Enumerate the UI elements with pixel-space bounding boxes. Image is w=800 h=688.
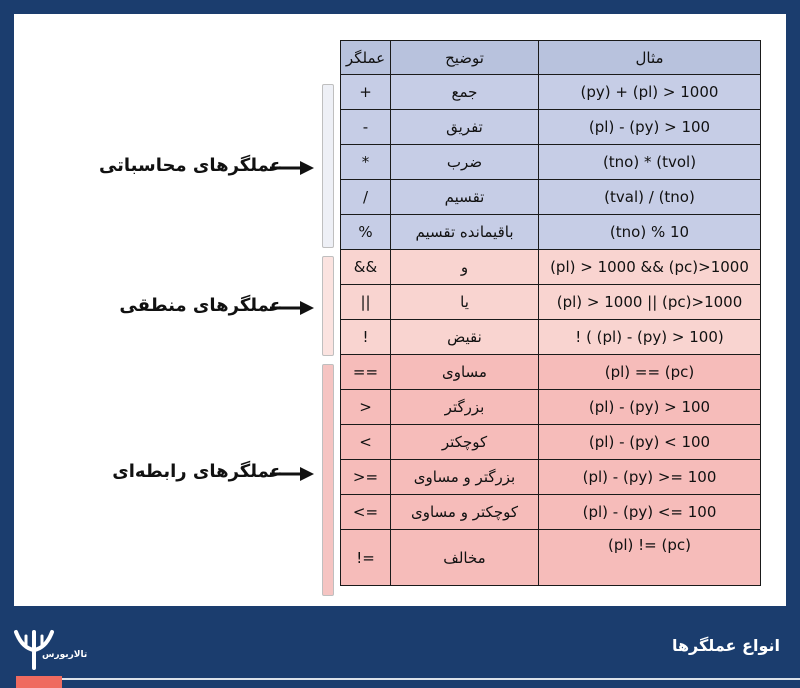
description-cell: ضرب	[391, 145, 539, 180]
description-cell: نقیض	[391, 320, 539, 355]
description-cell: جمع	[391, 75, 539, 110]
example-cell: (pl) > 1000 || (pc)>1000	[539, 285, 761, 320]
description-cell: یا	[391, 285, 539, 320]
table-header-row	[341, 41, 761, 75]
arrow-right-icon	[270, 301, 314, 315]
header-operator: عملگر	[341, 41, 391, 75]
table-row	[341, 390, 761, 425]
header-example: مثال	[539, 41, 761, 75]
arithmetic-group-bracket	[322, 84, 334, 248]
header-description: توضیح	[391, 41, 539, 75]
table-row	[341, 250, 761, 285]
description-cell: کوچکتر و مساوی	[391, 495, 539, 530]
operator-cell: <	[341, 425, 391, 460]
table-row	[341, 285, 761, 320]
arrow-right-icon	[270, 467, 314, 481]
operators-table	[340, 40, 761, 586]
relational-group-bracket	[322, 364, 334, 596]
example-cell: (py) + (pl) > 1000	[539, 75, 761, 110]
description-cell: مخالف	[391, 530, 539, 586]
table-row	[341, 145, 761, 180]
arrow-right-icon	[270, 161, 314, 175]
example-cell: (pl) - (py) < 100	[539, 425, 761, 460]
talarbourse-logo-icon	[12, 626, 102, 670]
table-row	[341, 355, 761, 390]
table-row	[341, 110, 761, 145]
logo-text: تالاربورس	[42, 650, 88, 660]
example-cell: (tno) * (tvol)	[539, 145, 761, 180]
operator-cell: ||	[341, 285, 391, 320]
page-title: انواع عملگرها	[671, 636, 780, 655]
description-cell: مساوی	[391, 355, 539, 390]
description-cell: و	[391, 250, 539, 285]
example-cell: (pl) - (py) > 100	[539, 390, 761, 425]
operator-cell: !=	[341, 530, 391, 586]
example-cell: (pl) - (py) <= 100	[539, 495, 761, 530]
description-cell: بزرگتر	[391, 390, 539, 425]
description-cell: تقسیم	[391, 180, 539, 215]
operator-cell: /	[341, 180, 391, 215]
accent-divider	[62, 678, 800, 680]
example-cell: (pl) > 1000 && (pc)>1000	[539, 250, 761, 285]
accent-block	[16, 676, 62, 688]
footer-bar	[0, 606, 800, 688]
table-row	[341, 180, 761, 215]
description-cell: باقیمانده تقسیم	[391, 215, 539, 250]
table-row	[341, 530, 761, 586]
group-label-arithmetic: عملگرهای محاسباتی	[98, 155, 282, 176]
example-cell: (pl) == (pc)	[539, 355, 761, 390]
table-row	[341, 320, 761, 355]
table-row	[341, 425, 761, 460]
operator-cell: ==	[341, 355, 391, 390]
operator-cell: %	[341, 215, 391, 250]
operator-cell: +	[341, 75, 391, 110]
example-cell: (tno) % 10	[539, 215, 761, 250]
logical-group-bracket	[322, 256, 334, 356]
example-cell: ! ( (pl) - (py) > 100)	[539, 320, 761, 355]
operator-cell: >	[341, 390, 391, 425]
table-row	[341, 215, 761, 250]
description-cell: تفریق	[391, 110, 539, 145]
operator-cell: &&	[341, 250, 391, 285]
example-cell: (pl) - (py) >= 100	[539, 460, 761, 495]
example-cell: (pl) != (pc)	[539, 530, 761, 586]
operator-cell: >=	[341, 460, 391, 495]
description-cell: کوچکتر	[391, 425, 539, 460]
operator-cell: -	[341, 110, 391, 145]
operator-cell: !	[341, 320, 391, 355]
description-cell: بزرگتر و مساوی	[391, 460, 539, 495]
table-row	[341, 75, 761, 110]
table-row	[341, 495, 761, 530]
group-label-relational: عملگرهای رابطه‌ای	[112, 461, 282, 482]
group-label-logical: عملگرهای منطقی	[119, 295, 282, 316]
example-cell: (pl) - (py) > 100	[539, 110, 761, 145]
operator-cell: <=	[341, 495, 391, 530]
operator-cell: *	[341, 145, 391, 180]
example-cell: (tval) / (tno)	[539, 180, 761, 215]
table-row	[341, 460, 761, 495]
